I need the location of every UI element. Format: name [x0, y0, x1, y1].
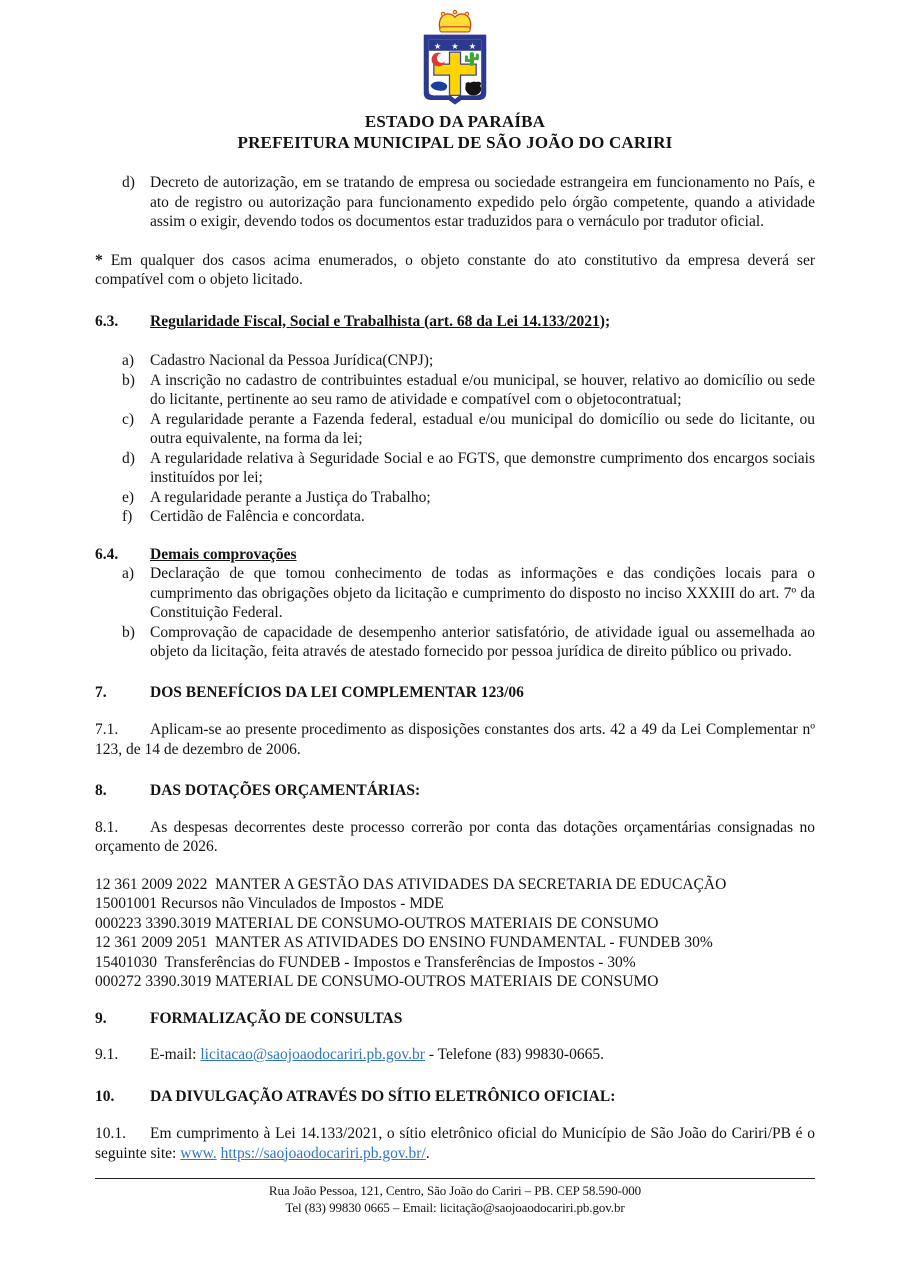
list-letter: b): [122, 371, 135, 389]
list-item-text: Cadastro Nacional da Pessoa Jurídica(CNPJ);: [150, 352, 434, 369]
email-label: E-mail:: [150, 1046, 201, 1063]
list-item: [95, 488, 815, 508]
section-heading-6-3: [95, 312, 815, 332]
list-letter: c): [122, 410, 135, 428]
svg-text:★: ★: [468, 40, 477, 51]
note-text: Em qualquer dos casos acima enumerados, o objeto constante do ato constitutivo da empresa deverá ser compatível com o objeto licitado.: [95, 251, 815, 288]
list-item-text: Comprovação de capacidade de desempenho anterior satisfatório, de atividade igual ou assemelhada ao objeto da licitação, feita através de atestado fornecido por pessoa jurídica de direito público ou privado.: [150, 623, 815, 660]
paragraph-text: Em cumprimento à Lei 14.133/2021, o sítio eletrônico oficial do Município de São João do Cariri/PB é o seguinte site:: [95, 1125, 815, 1162]
svg-text:★: ★: [433, 40, 442, 51]
section-heading-6-4: [95, 545, 815, 565]
list-item: [95, 564, 815, 623]
www-link[interactable]: www.: [180, 1144, 217, 1162]
section-title: FORMALIZAÇÃO DE CONSULTAS: [150, 1009, 403, 1027]
section-title: DOS BENEFÍCIOS DA LEI COMPLEMENTAR 123/06: [150, 683, 524, 701]
list-item-text: Declaração de que tomou conhecimento de todas as informações e das condições locais para o cumprimento das obrigações objeto da licitação e cumprimento do disposto no inciso XXXIII do art. 7º da Constituição Federal.: [150, 565, 815, 621]
section-number: 9.: [95, 1009, 107, 1027]
list-item: [95, 507, 815, 527]
official-site-link[interactable]: https://saojoaodocariri.pb.gov.br/: [220, 1144, 426, 1162]
list-item-text: A regularidade relativa à Seguridade Social e ao FGTS, que demonstre cumprimento dos encargos sociais instituídos por lei;: [150, 449, 815, 486]
section-number: 10.: [95, 1087, 115, 1105]
list-letter: d): [122, 449, 135, 467]
svg-text:★: ★: [451, 40, 459, 51]
list-letter: d): [122, 174, 135, 191]
section-6-4-list: [95, 564, 815, 662]
header-state-title: [95, 111, 815, 132]
paragraph-10-1: [95, 1124, 815, 1163]
list-letter: f): [122, 508, 133, 525]
list-item-text: Certidão de Falência e concordata.: [150, 508, 365, 525]
paragraph-8-1: [95, 818, 815, 857]
section-title: DAS DOTAÇÕES ORÇAMENTÁRIAS:: [150, 782, 421, 799]
budget-allocation-block: [95, 875, 815, 992]
paragraph-number: 10.1.: [95, 1125, 126, 1142]
list-item: [95, 410, 815, 449]
list-letter: b): [122, 623, 135, 641]
section-title: Demais comprovações: [150, 545, 297, 563]
section-number: 8.: [95, 782, 107, 799]
list-item-text: A inscrição no cadastro de contribuintes estadual e/ou municipal, se houver, relativo ao domicílio ou sede do licitante, pertinente ao seu ramo de atividade e compatível com o objetocontratual;: [150, 371, 815, 408]
paragraph-7-1: [95, 720, 815, 759]
list-item-d-intro: [95, 173, 815, 232]
list-item: [95, 623, 815, 662]
sentence-period: .: [425, 1144, 430, 1162]
paragraph-number: 7.1.: [95, 721, 119, 738]
budget-line: 15401030 Transferências do FUNDEB - Impostos e Transferências de Impostos - 30%: [95, 953, 636, 971]
list-item-text: A regularidade perante a Fazenda federal, estadual e/ou municipal do domicílio ou sede do licitante, ou outra equivalente, na forma da lei;: [150, 410, 815, 447]
list-letter: a): [122, 352, 135, 369]
paragraph-9-1: [95, 1045, 815, 1065]
list-item: [95, 351, 815, 371]
budget-line: 000223 3390.3019 MATERIAL DE CONSUMO-OUTROS MATERIAIS DE CONSUMO: [95, 914, 659, 932]
paragraph-number: 9.1.: [95, 1046, 119, 1063]
section-6-3-list: [95, 351, 815, 527]
state-title-text: ESTADO DA PARAÍBA: [364, 112, 546, 131]
note-asterisk: *: [95, 251, 103, 269]
list-item: [95, 371, 815, 410]
section-heading-8: [95, 781, 815, 801]
section-number: 6.3.: [95, 312, 119, 330]
budget-line: 15001001 Recursos não Vinculados de Impostos - MDE: [95, 895, 444, 912]
paragraph-text: As despesas decorrentes deste processo correrão por conta das dotações orçamentárias consignadas no orçamento de 2026.: [95, 818, 815, 855]
footer-contact: Tel (83) 99830 0665 – Email: licitação@saojoaodocariri.pb.gov.br: [285, 1199, 625, 1215]
budget-line: 12 361 2009 2022 MANTER A GESTÃO DAS ATIVIDADES DA SECRETARIA DE EDUCAÇÃO: [95, 875, 727, 893]
budget-line: 12 361 2009 2051 MANTER AS ATIVIDADES DO ENSINO FUNDAMENTAL - FUNDEB 30%: [95, 934, 713, 951]
paragraph-text: Aplicam-se ao presente procedimento as disposições constantes dos arts. 42 a 49 da Lei Complementar nº 123, de 14 de dezembro de 2006.: [95, 721, 815, 758]
coat-of-arms-icon: [409, 8, 501, 111]
section-title: DA DIVULGAÇÃO ATRAVÉS DO SÍTIO ELETRÔNICO OFICIAL:: [150, 1087, 616, 1105]
section-heading-7: [95, 683, 815, 703]
section-heading-10: [95, 1087, 815, 1107]
email-link[interactable]: licitacao@saojoaodocariri.pb.gov.br: [200, 1046, 425, 1063]
footer-address: Rua João Pessoa, 121, Centro, São João do Cariri – PB. CEP 58.590-000: [268, 1183, 642, 1198]
list-item: [95, 449, 815, 488]
list-letter: e): [122, 488, 135, 506]
budget-line: 000272 3390.3019 MATERIAL DE CONSUMO-OUTROS MATERIAIS DE CONSUMO: [95, 973, 659, 990]
telephone-text: - Telefone (83) 99830-0665.: [424, 1046, 604, 1063]
section-heading-9: [95, 1009, 815, 1029]
list-letter: a): [122, 565, 135, 582]
section-title: Regularidade Fiscal, Social e Trabalhista (art. 68 da Lei 14.133/2021);: [150, 312, 611, 330]
section-number: 7.: [95, 683, 107, 701]
list-item-text: Decreto de autorização, em se tratando de empresa ou sociedade estrangeira em funcionamento no País, e ato de registro ou autorização para funcionamento expedido pelo órgão competente, quando a atividade assim o exigir, devendo todos os documentos estar traduzidos para o vernáculo por tradutor oficial.: [150, 174, 815, 230]
page-footer: [95, 1178, 815, 1216]
paragraph-number: 8.1.: [95, 818, 119, 836]
list-item-text: A regularidade perante a Justiça do Trabalho;: [150, 488, 431, 506]
municipality-title-text: PREFEITURA MUNICIPAL DE SÃO JOÃO DO CARIRI: [237, 133, 673, 152]
note-paragraph: [95, 251, 815, 290]
section-number: 6.4.: [95, 545, 119, 563]
header-municipality-title: [95, 132, 815, 153]
